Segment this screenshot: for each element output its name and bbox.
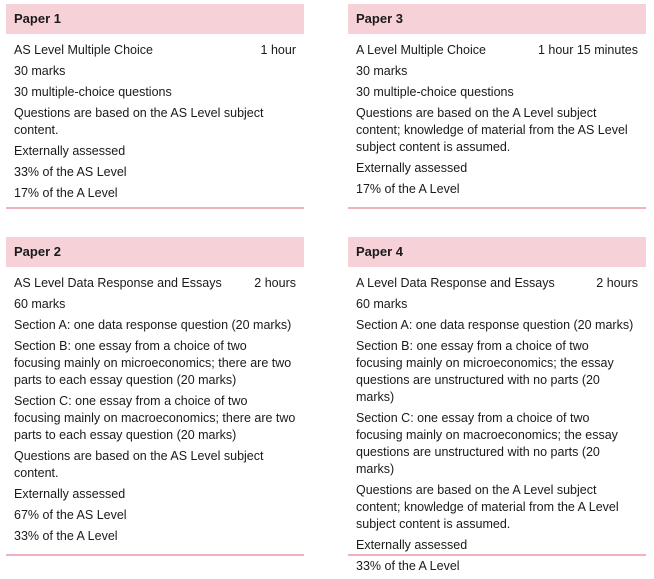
detail-item: Questions are based on the AS Level subject content. [14, 106, 264, 137]
detail-item: Section B: one essay from a choice of two focusing mainly on microeconomics; there are two parts to each essay question (20 marks) [14, 339, 292, 387]
paper-1-panel [6, 4, 304, 206]
detail-item: 60 marks [14, 297, 66, 311]
paper-title: Paper 1 [6, 4, 304, 34]
detail-item: Externally assessed [14, 487, 126, 501]
panel-divider [6, 554, 304, 556]
component-name: A Level Multiple Choice [356, 43, 486, 57]
detail-item: Questions are based on the A Level subject content; knowledge of material from the AS Level subject content is assumed. [356, 106, 628, 154]
component-row [356, 275, 638, 292]
component-name: AS Level Multiple Choice [14, 43, 153, 57]
paper-details [6, 267, 304, 545]
component-row [14, 42, 296, 59]
detail-item: Externally assessed [14, 144, 126, 158]
panel-divider [348, 207, 646, 209]
detail-item: 17% of the A Level [14, 186, 118, 200]
detail-item: 30 multiple-choice questions [356, 85, 514, 99]
detail-item: Section C: one essay from a choice of two focusing mainly on macroeconomics; the essay questions are unstructured with no parts (20 marks) [356, 411, 618, 476]
detail-item: Externally assessed [356, 538, 468, 552]
paper-title: Paper 4 [348, 237, 646, 267]
duration: 2 hours [254, 276, 296, 290]
paper-3-panel [348, 4, 646, 202]
detail-item: 30 marks [356, 64, 408, 78]
detail-item: Questions are based on the A Level subject content; knowledge of material from the A Level subject content is assumed. [356, 483, 619, 531]
paper-title: Paper 2 [6, 237, 304, 267]
detail-item: 67% of the AS Level [14, 508, 127, 522]
detail-item: 30 marks [14, 64, 66, 78]
detail-item: Questions are based on the AS Level subject content. [14, 449, 264, 480]
duration: 1 hour 15 minutes [537, 43, 638, 57]
panel-divider [348, 554, 646, 556]
detail-item: 60 marks [356, 297, 408, 311]
detail-item: Externally assessed [356, 161, 468, 175]
paper-2-panel [6, 237, 304, 549]
paper-title: Paper 3 [348, 4, 646, 34]
detail-item: 33% of the AS Level [14, 165, 127, 179]
duration: 2 hours [596, 276, 638, 290]
paper-details [348, 267, 646, 575]
detail-item: Section A: one data response question (20 marks) [356, 318, 634, 332]
detail-item: 33% of the A Level [356, 559, 460, 573]
component-row [14, 275, 296, 292]
detail-item: Section C: one essay from a choice of two focusing mainly on macroeconomics; there are two parts to each essay question (20 marks) [14, 394, 296, 442]
paper-details [6, 34, 304, 202]
component-name: A Level Data Response and Essays [356, 276, 555, 290]
paper-details [348, 34, 646, 198]
component-row [356, 42, 638, 59]
detail-item: 30 multiple-choice questions [14, 85, 172, 99]
panel-divider [6, 207, 304, 209]
component-name: AS Level Data Response and Essays [14, 276, 222, 290]
detail-item: 33% of the A Level [14, 529, 118, 543]
detail-item: Section B: one essay from a choice of two focusing mainly on microeconomics; the essay questions are unstructured with no parts (20 marks) [356, 339, 614, 404]
duration: 1 hour [260, 43, 296, 57]
detail-item: 17% of the A Level [356, 182, 460, 196]
detail-item: Section A: one data response question (20 marks) [14, 318, 292, 332]
paper-4-panel [348, 237, 646, 579]
